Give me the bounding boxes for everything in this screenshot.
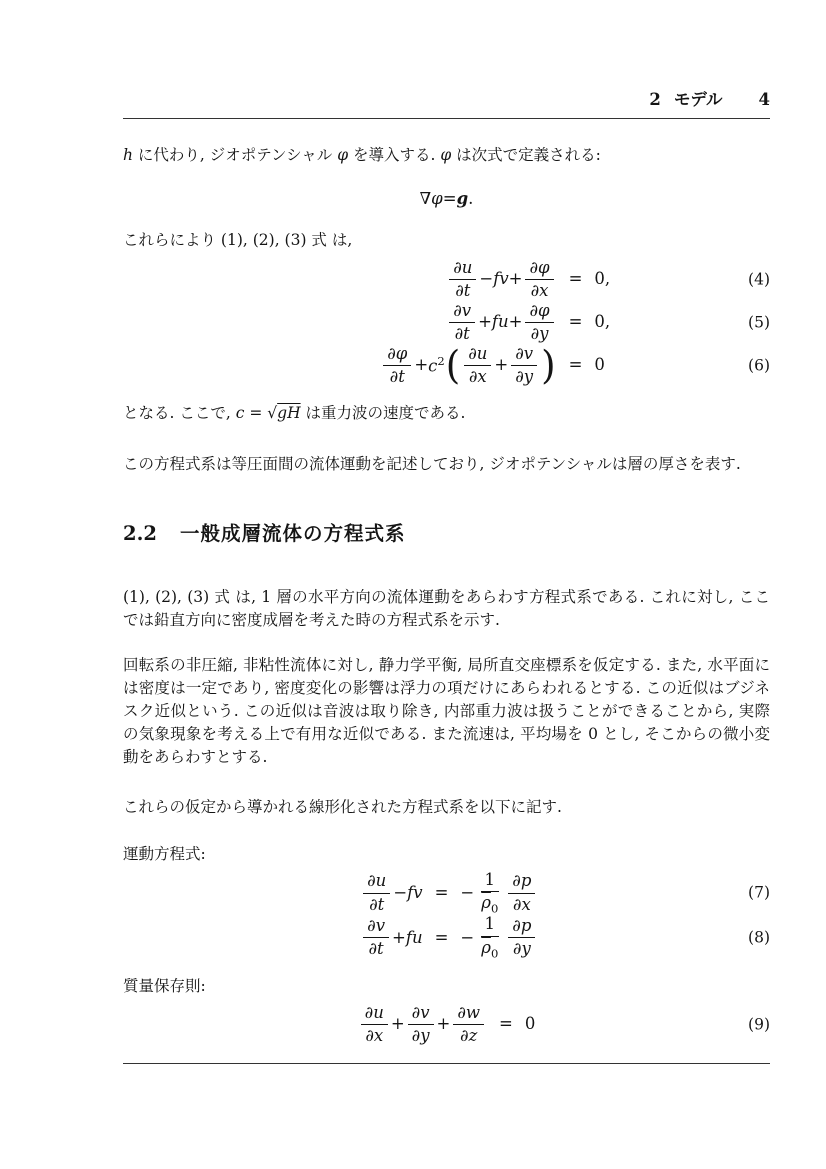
equation-6-body: $\frac{\partial\varphi}{\partial t}$ + $c^2$ ( $\frac{\partial u}{\partial x}$ + $\frac{\partial v}{\partial y}$ ) = 0 xyxy=(257,345,637,387)
equation-number: (8) xyxy=(748,928,770,947)
running-head xyxy=(123,90,770,111)
label-equation-of-motion: 運動方程式: xyxy=(123,844,206,863)
equation-group-4-6 xyxy=(123,258,770,387)
equation-4-body: $\frac{\partial u}{\partial t}$ − fv + $\frac{\partial\varphi}{\partial x}$ = 0, xyxy=(257,259,637,301)
paragraph-gravity-wave-speed: となる. ここで, c = √gH は重力波の速度である. xyxy=(123,404,466,423)
section-heading xyxy=(123,522,770,546)
equation-7 xyxy=(123,871,770,916)
paragraph-stratified-intro: (1), (2), (3) 式 は, 1 層の水平方向の流体運動をあらわす方程式系である. これに対し, ここでは鉛直方向に密度成層を考えた時の方程式系を示す. xyxy=(123,588,770,630)
equation-4 xyxy=(123,258,770,301)
equation-number: (6) xyxy=(748,356,770,375)
equation-5 xyxy=(123,301,770,344)
equation-number: (9) xyxy=(748,1015,770,1034)
page-number: 4 xyxy=(758,90,770,109)
equation-number: (5) xyxy=(748,313,770,332)
equation-8 xyxy=(123,915,770,960)
equation-number: (4) xyxy=(748,270,770,289)
paragraph-geopotential-intro: h に代わり, ジオポテンシャル φ を導入する. φ は次式で定義される: xyxy=(123,145,601,164)
paragraph-therefore: これらにより (1), (2), (3) 式 は, xyxy=(123,231,353,250)
footer-rule xyxy=(123,1063,770,1064)
equation-9 xyxy=(123,1003,770,1046)
section-heading-title: 一般成層流体の方程式系 xyxy=(179,522,406,545)
header-rule xyxy=(123,118,770,119)
equation-9-body: $\frac{\partial u}{\partial x}$ + $\frac{\partial v}{\partial y}$ + $\frac{\partial w}{\partial z}$ = 0 xyxy=(358,1004,536,1046)
equation-group-9 xyxy=(123,1003,770,1046)
equation-5-body: $\frac{\partial v}{\partial t}$ + fu + $\frac{\partial\varphi}{\partial y}$ = 0, xyxy=(257,302,637,344)
section-heading-number: 2.2 xyxy=(123,521,157,545)
equation-group-7-8 xyxy=(123,871,770,960)
equation-8-body: $\frac{\partial v}{\partial t}$ + fu = − $\frac{1}{\overline{\rho}_0}$ $\frac{\partial p}{\partial y}$ xyxy=(301,915,593,960)
equation-7-body: $\frac{\partial u}{\partial t}$ − fv = − $\frac{1}{\overline{\rho}_0}$ $\frac{\partial p}{\partial x}$ xyxy=(301,871,593,916)
equation-number: (7) xyxy=(748,883,770,902)
paragraph-boussinesq: 回転系の非圧縮, 非粘性流体に対し, 静力学平衡, 局所直交座標系を仮定する. また, 水平面には密度は一定であり, 密度変化の影響は浮力の項だけにあらわれるとする. この近似はブジネスク近似という. この近似は音波は取り除き, 内部重力波は扱うことができることから, 実際の気象現象を考える上で有用な近似である. また流速は, 平均場を 0 とし, そこからの微小変動をあらわすとする. xyxy=(123,656,770,766)
paragraph-linearized: これらの仮定から導かれる線形化された方程式系を以下に記す. xyxy=(123,797,562,816)
label-mass-conservation: 質量保存則: xyxy=(123,977,206,996)
paragraph-isobaric-note: この方程式系は等圧面間の流体運動を記述しており, ジオポテンシャルは層の厚さを表す. xyxy=(123,455,741,474)
running-head-section-title: モデル xyxy=(673,91,723,109)
equation-6 xyxy=(123,344,770,387)
equation-geopotential: ∇ φ = g . xyxy=(419,188,474,208)
running-head-section-number: 2 xyxy=(649,90,661,109)
